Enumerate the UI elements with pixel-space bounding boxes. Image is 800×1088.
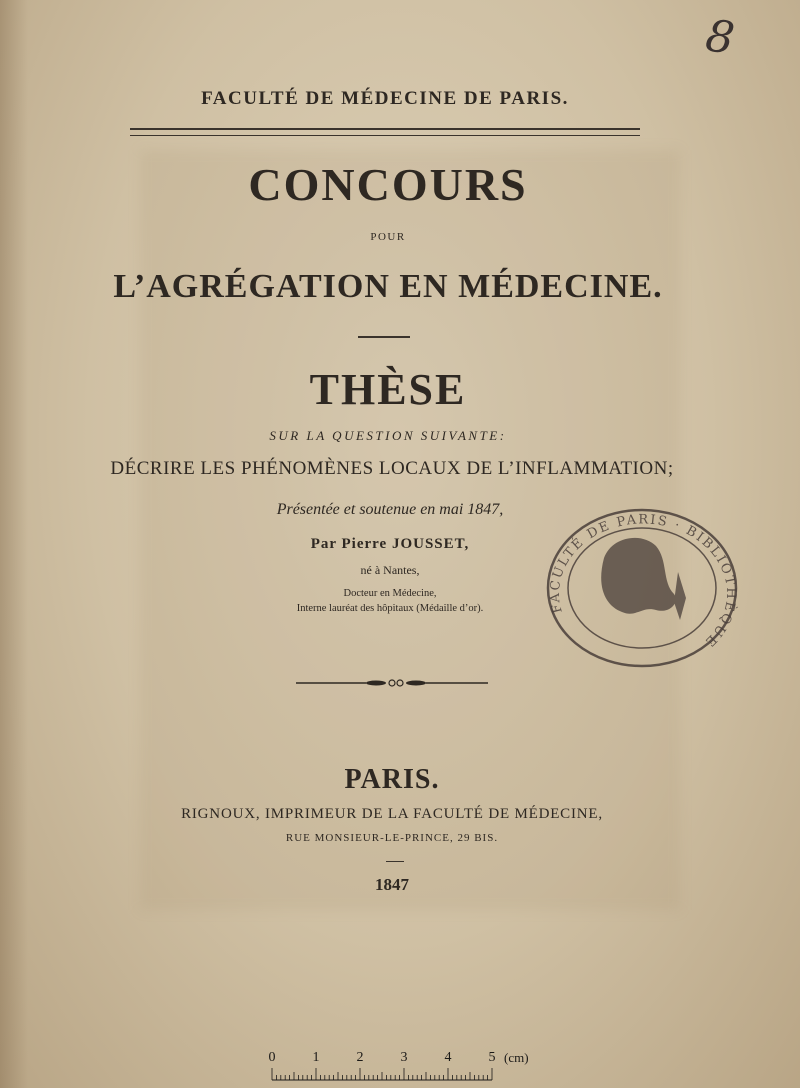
scale-label: 2 [356,1050,364,1065]
question-intro: SUR LA QUESTION SUIVANTE: [269,428,507,443]
address-line: RUE MONSIEUR-LE-PRINCE, 29 BIS. [285,832,499,844]
pour-label: POUR [370,231,406,243]
stamp-text: FACULTÉ DE PARIS · BIBLIOTHÈQUE [547,512,739,651]
short-rule [358,336,410,338]
scale-unit: (cm) [504,1050,529,1065]
scale-ruler [262,1068,502,1082]
degree-line: Docteur en Médecine, [343,588,437,599]
concours-title: CONCOURS [248,159,528,210]
printer-line: RIGNOUX, IMPRIMEUR DE LA FACULTÉ DE MÉDECINE, [181,806,603,822]
these-heading: THÈSE [309,365,467,414]
author-line: Par Pierre JOUSSET, [310,536,470,552]
presentation-line: Présentée et soutenue en mai 1847, [276,501,504,518]
double-rule [130,128,640,136]
scale-label: 3 [400,1050,408,1065]
agregation-title: L’AGRÉGATION EN MÉDECINE. [113,268,663,305]
imprint-city: PARIS. [344,764,440,795]
scale-label: 4 [444,1050,452,1065]
thesis-question: DÉCRIRE LES PHÉNOMÈNES LOCAUX DE L’INFLAMMATION; [110,458,674,479]
birthplace-line: né à Nantes, [360,563,420,577]
scale-bar [262,1050,542,1086]
scale-label: 0 [268,1050,276,1065]
honor-line: Interne lauréat des hôpitaux (Médaille d’or). [296,603,484,614]
mini-rule [386,861,404,862]
handwritten-shelf-mark: 8 [702,10,738,65]
scale-label: 1 [312,1050,320,1065]
library-stamp [542,502,742,674]
scale-label: 5 [488,1050,496,1065]
imprint-year: 1847 [375,875,409,894]
faculty-heading: FACULTÉ DE MÉDECINE DE PARIS. [201,88,569,109]
ornamental-divider [296,678,488,688]
